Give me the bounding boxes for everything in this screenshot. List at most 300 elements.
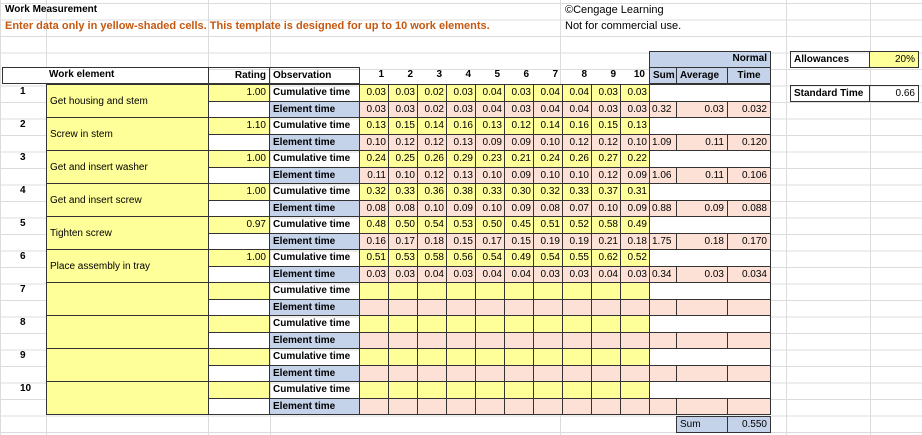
normal-time-value: 0.106 xyxy=(727,167,771,185)
row-number: 4 xyxy=(20,185,26,196)
element-time-value: 0.11 xyxy=(359,167,389,185)
element-time-value: 0.10 xyxy=(620,134,650,152)
element-time-value: 0.03 xyxy=(359,266,389,284)
cumulative-time-input[interactable] xyxy=(620,315,650,333)
cumulative-time-input[interactable]: 0.37 xyxy=(591,183,621,201)
cumulative-time-input[interactable]: 0.26 xyxy=(562,150,592,168)
cumulative-time-input[interactable]: 0.03 xyxy=(388,84,418,102)
element-time-value: 0.12 xyxy=(591,134,621,152)
sum-value xyxy=(649,332,677,350)
element-time-value: 0.19 xyxy=(533,233,563,251)
cumulative-time-input[interactable]: 0.22 xyxy=(620,150,650,168)
element-time-value: 0.10 xyxy=(591,200,621,218)
work-element-name-input[interactable]: Get and insert screw xyxy=(46,183,209,217)
cumulative-time-input[interactable]: 0.33 xyxy=(562,183,592,201)
rating-input[interactable]: 1.10 xyxy=(208,117,270,135)
summary-blank-cell xyxy=(649,84,771,102)
element-time-value: 0.03 xyxy=(562,266,592,284)
work-element-name-input[interactable] xyxy=(46,282,209,316)
element-time-value xyxy=(446,365,476,383)
normal-time-value: 0.170 xyxy=(727,233,771,251)
element-time-value: 0.13 xyxy=(446,134,476,152)
cumulative-time-input[interactable]: 0.32 xyxy=(533,183,563,201)
element-time-value: 0.12 xyxy=(417,134,447,152)
element-time-value xyxy=(417,332,447,350)
row-number: 1 xyxy=(20,86,26,97)
element-time-value: 0.04 xyxy=(475,266,505,284)
element-time-value: 0.09 xyxy=(504,167,534,185)
element-time-value xyxy=(504,365,534,383)
cumulative-time-input[interactable]: 0.03 xyxy=(591,84,621,102)
cumulative-time-label: Cumulative time xyxy=(269,381,360,399)
cumulative-time-input[interactable]: 0.15 xyxy=(388,117,418,135)
license-text: Not for commercial use. xyxy=(565,20,682,32)
normal-time-value: 0.034 xyxy=(727,266,771,284)
cumulative-time-input[interactable] xyxy=(417,348,447,366)
rating-blank-cell xyxy=(208,365,270,383)
cumulative-time-input[interactable] xyxy=(388,348,418,366)
element-time-value: 0.21 xyxy=(591,233,621,251)
element-time-value: 0.10 xyxy=(475,167,505,185)
cumulative-time-input[interactable] xyxy=(475,381,505,399)
work-element-name-input[interactable]: Tighten screw xyxy=(46,216,209,250)
cumulative-time-input[interactable] xyxy=(504,315,534,333)
element-time-value xyxy=(591,398,621,416)
average-value xyxy=(676,398,728,416)
element-time-value: 0.08 xyxy=(533,200,563,218)
element-time-value xyxy=(388,365,418,383)
average-value: 0.09 xyxy=(676,200,728,218)
cumulative-time-input[interactable]: 0.30 xyxy=(504,183,534,201)
cumulative-time-input[interactable] xyxy=(591,348,621,366)
work-element-name-input[interactable]: Get and insert washer xyxy=(46,150,209,184)
normal-time-value: 0.032 xyxy=(727,101,771,119)
cumulative-time-input[interactable]: 0.13 xyxy=(620,117,650,135)
element-time-value: 0.19 xyxy=(562,233,592,251)
normal-header: Normal xyxy=(732,53,767,64)
cumulative-time-input[interactable]: 0.14 xyxy=(417,117,447,135)
cumulative-time-input[interactable]: 0.25 xyxy=(388,150,418,168)
element-time-value: 0.03 xyxy=(446,101,476,119)
rating-input[interactable]: 1.00 xyxy=(208,84,270,102)
rating-blank-cell xyxy=(208,134,270,152)
cumulative-time-input[interactable]: 0.53 xyxy=(446,216,476,234)
element-time-value: 0.07 xyxy=(562,200,592,218)
time-header: Time xyxy=(727,67,771,84)
observation-number: 7 xyxy=(552,69,558,80)
rating-blank-cell xyxy=(208,233,270,251)
normal-time-value xyxy=(727,332,771,350)
work-element-name-input[interactable]: Screw in stem xyxy=(46,117,209,151)
cumulative-time-input[interactable]: 0.53 xyxy=(388,249,418,267)
cumulative-time-input[interactable] xyxy=(388,315,418,333)
cumulative-time-input[interactable] xyxy=(533,315,563,333)
cumulative-time-input[interactable]: 0.54 xyxy=(533,249,563,267)
cumulative-time-input[interactable]: 0.32 xyxy=(359,183,389,201)
observation-number: 9 xyxy=(610,69,616,80)
cumulative-time-input[interactable] xyxy=(562,381,592,399)
element-time-label: Element time xyxy=(269,134,360,152)
cumulative-time-input[interactable]: 0.24 xyxy=(359,150,389,168)
normal-time-value xyxy=(727,398,771,416)
element-time-value xyxy=(446,332,476,350)
cumulative-time-input[interactable]: 0.62 xyxy=(591,249,621,267)
observation-number: 8 xyxy=(581,69,587,80)
sum-value xyxy=(649,299,677,317)
cumulative-time-input[interactable]: 0.12 xyxy=(504,117,534,135)
element-time-value: 0.08 xyxy=(359,200,389,218)
cumulative-time-input[interactable] xyxy=(359,381,389,399)
cumulative-time-input[interactable] xyxy=(388,282,418,300)
cumulative-time-input[interactable]: 0.54 xyxy=(417,216,447,234)
cumulative-time-input[interactable]: 0.52 xyxy=(620,249,650,267)
summary-blank-cell xyxy=(649,282,771,300)
cumulative-time-input[interactable]: 0.16 xyxy=(446,117,476,135)
element-time-label: Element time xyxy=(269,299,360,317)
sum-value: 1.09 xyxy=(649,134,677,152)
cumulative-time-input[interactable] xyxy=(446,381,476,399)
element-time-value xyxy=(388,332,418,350)
element-time-value: 0.09 xyxy=(446,200,476,218)
rating-input[interactable]: 0.97 xyxy=(208,216,270,234)
cumulative-time-input[interactable]: 0.24 xyxy=(533,150,563,168)
sum-value: 0.34 xyxy=(649,266,677,284)
rating-blank-cell xyxy=(208,332,270,350)
summary-blank-cell xyxy=(649,381,771,399)
cumulative-time-input[interactable] xyxy=(475,282,505,300)
cumulative-time-input[interactable]: 0.51 xyxy=(533,216,563,234)
element-time-value xyxy=(562,398,592,416)
element-time-value: 0.03 xyxy=(620,101,650,119)
element-time-value xyxy=(620,332,650,350)
average-value: 0.03 xyxy=(676,101,728,119)
element-time-value xyxy=(359,365,389,383)
sum-footer-label: Sum xyxy=(676,416,728,433)
element-time-value: 0.09 xyxy=(620,200,650,218)
element-time-value: 0.08 xyxy=(388,200,418,218)
element-time-value xyxy=(417,365,447,383)
row-number: 5 xyxy=(20,218,26,229)
rating-input[interactable] xyxy=(208,315,270,333)
cumulative-time-input[interactable]: 0.26 xyxy=(417,150,447,168)
row-number: 7 xyxy=(20,284,26,295)
summary-blank-cell xyxy=(649,348,771,366)
cumulative-time-input[interactable]: 0.48 xyxy=(359,216,389,234)
cumulative-time-input[interactable]: 0.27 xyxy=(591,150,621,168)
cumulative-time-input[interactable]: 0.04 xyxy=(475,84,505,102)
element-time-value: 0.12 xyxy=(417,167,447,185)
element-time-value xyxy=(620,299,650,317)
cumulative-time-input[interactable] xyxy=(417,282,447,300)
cumulative-time-input[interactable] xyxy=(562,348,592,366)
element-time-value xyxy=(475,398,505,416)
standard-time-label: Standard Time xyxy=(790,85,870,102)
normal-time-value xyxy=(727,365,771,383)
cumulative-time-input[interactable]: 0.56 xyxy=(446,249,476,267)
normal-time-value xyxy=(727,299,771,317)
cumulative-time-input[interactable]: 0.16 xyxy=(562,117,592,135)
cumulative-time-input[interactable]: 0.21 xyxy=(504,150,534,168)
cumulative-time-input[interactable] xyxy=(591,315,621,333)
rating-input[interactable] xyxy=(208,282,270,300)
sum-footer-value: 0.550 xyxy=(727,416,771,433)
element-time-value: 0.13 xyxy=(446,167,476,185)
element-time-value: 0.03 xyxy=(388,101,418,119)
element-time-value xyxy=(620,365,650,383)
element-time-value: 0.18 xyxy=(417,233,447,251)
element-time-value: 0.17 xyxy=(388,233,418,251)
cumulative-time-input[interactable] xyxy=(533,348,563,366)
observation-number: 6 xyxy=(523,69,529,80)
element-time-label: Element time xyxy=(269,167,360,185)
sum-header: Sum xyxy=(649,67,677,84)
element-time-value xyxy=(475,365,505,383)
cumulative-time-input[interactable] xyxy=(562,315,592,333)
sum-value xyxy=(649,365,677,383)
element-time-value: 0.15 xyxy=(446,233,476,251)
average-value xyxy=(676,299,728,317)
observation-number: 2 xyxy=(407,69,413,80)
sum-value: 0.88 xyxy=(649,200,677,218)
cumulative-time-label: Cumulative time xyxy=(269,315,360,333)
cumulative-time-input[interactable]: 0.55 xyxy=(562,249,592,267)
normal-time-value: 0.120 xyxy=(727,134,771,152)
cumulative-time-label: Cumulative time xyxy=(269,216,360,234)
cumulative-time-input[interactable]: 0.58 xyxy=(417,249,447,267)
rating-input[interactable] xyxy=(208,348,270,366)
element-time-value xyxy=(562,365,592,383)
gridline xyxy=(786,0,787,435)
element-time-value xyxy=(359,332,389,350)
row-number: 10 xyxy=(20,383,32,394)
work-element-name-input[interactable] xyxy=(46,381,209,415)
sum-value: 1.06 xyxy=(649,167,677,185)
element-time-value: 0.03 xyxy=(591,101,621,119)
cumulative-time-input[interactable]: 0.33 xyxy=(475,183,505,201)
rating-input[interactable]: 1.00 xyxy=(208,183,270,201)
work-element-name-input[interactable] xyxy=(46,315,209,349)
cumulative-time-input[interactable] xyxy=(417,315,447,333)
cumulative-time-input[interactable]: 0.04 xyxy=(562,84,592,102)
average-header: Average xyxy=(676,67,728,84)
cumulative-time-input[interactable] xyxy=(562,282,592,300)
observation-number: 4 xyxy=(465,69,471,80)
cumulative-time-input[interactable]: 0.33 xyxy=(388,183,418,201)
cumulative-time-input[interactable] xyxy=(591,381,621,399)
cumulative-time-input[interactable]: 0.50 xyxy=(388,216,418,234)
element-time-value: 0.10 xyxy=(533,167,563,185)
cumulative-time-input[interactable] xyxy=(533,381,563,399)
cumulative-time-label: Cumulative time xyxy=(269,183,360,201)
element-time-value: 0.10 xyxy=(359,134,389,152)
rating-input[interactable]: 1.00 xyxy=(208,249,270,267)
element-time-value: 0.03 xyxy=(620,266,650,284)
work-element-name-input[interactable]: Place assembly in tray xyxy=(46,249,209,283)
row-number: 8 xyxy=(20,317,26,328)
cumulative-time-input[interactable]: 0.13 xyxy=(359,117,389,135)
element-time-value xyxy=(446,299,476,317)
instruction-text: Enter data only in yellow-shaded cells. This template is designed for up to 10 work elements. xyxy=(5,20,490,32)
cumulative-time-input[interactable] xyxy=(359,348,389,366)
cumulative-time-input[interactable] xyxy=(620,348,650,366)
cumulative-time-input[interactable]: 0.03 xyxy=(504,84,534,102)
summary-blank-cell xyxy=(649,315,771,333)
row-number: 6 xyxy=(20,251,26,262)
cumulative-time-input[interactable] xyxy=(446,282,476,300)
cumulative-time-input[interactable] xyxy=(504,381,534,399)
average-value: 0.11 xyxy=(676,134,728,152)
cumulative-time-input[interactable]: 0.23 xyxy=(475,150,505,168)
element-time-value: 0.09 xyxy=(504,200,534,218)
average-value: 0.18 xyxy=(676,233,728,251)
element-time-value: 0.12 xyxy=(591,167,621,185)
cumulative-time-input[interactable] xyxy=(591,282,621,300)
cumulative-time-input[interactable]: 0.03 xyxy=(359,84,389,102)
element-time-value xyxy=(533,365,563,383)
element-time-label: Element time xyxy=(269,101,360,119)
summary-blank-cell xyxy=(649,183,771,201)
average-value xyxy=(676,332,728,350)
summary-blank-cell xyxy=(649,249,771,267)
element-time-value xyxy=(417,299,447,317)
standard-time-value: 0.66 xyxy=(869,85,919,102)
element-time-value xyxy=(533,299,563,317)
row-number: 3 xyxy=(20,152,26,163)
cumulative-time-input[interactable]: 0.31 xyxy=(620,183,650,201)
cumulative-time-label: Cumulative time xyxy=(269,282,360,300)
element-time-value: 0.03 xyxy=(533,266,563,284)
cumulative-time-input[interactable] xyxy=(504,282,534,300)
cumulative-time-input[interactable]: 0.36 xyxy=(417,183,447,201)
cumulative-time-input[interactable] xyxy=(533,282,563,300)
cumulative-time-input[interactable] xyxy=(620,282,650,300)
cumulative-time-input[interactable]: 0.58 xyxy=(591,216,621,234)
cumulative-time-input[interactable] xyxy=(504,348,534,366)
element-time-value: 0.17 xyxy=(475,233,505,251)
average-value: 0.03 xyxy=(676,266,728,284)
cumulative-time-label: Cumulative time xyxy=(269,150,360,168)
cumulative-time-input[interactable] xyxy=(359,282,389,300)
cumulative-time-input[interactable]: 0.13 xyxy=(475,117,505,135)
sum-value: 0.32 xyxy=(649,101,677,119)
element-time-value: 0.09 xyxy=(620,167,650,185)
element-time-value: 0.04 xyxy=(591,266,621,284)
cumulative-time-input[interactable]: 0.49 xyxy=(620,216,650,234)
cumulative-time-input[interactable]: 0.29 xyxy=(446,150,476,168)
cumulative-time-input[interactable] xyxy=(620,381,650,399)
cumulative-time-label: Cumulative time xyxy=(269,117,360,135)
row-number: 9 xyxy=(20,350,26,361)
element-time-value: 0.04 xyxy=(417,266,447,284)
cumulative-time-input[interactable]: 0.50 xyxy=(475,216,505,234)
element-time-value: 0.03 xyxy=(359,101,389,119)
cumulative-time-input[interactable]: 0.14 xyxy=(533,117,563,135)
cumulative-time-input[interactable]: 0.52 xyxy=(562,216,592,234)
rating-blank-cell xyxy=(208,266,270,284)
element-time-value: 0.02 xyxy=(417,101,447,119)
cumulative-time-input[interactable]: 0.04 xyxy=(533,84,563,102)
element-time-label: Element time xyxy=(269,365,360,383)
cumulative-time-input[interactable] xyxy=(359,315,389,333)
cumulative-time-label: Cumulative time xyxy=(269,348,360,366)
rating-blank-cell xyxy=(208,101,270,119)
cumulative-time-input[interactable] xyxy=(446,315,476,333)
rating-blank-cell xyxy=(208,167,270,185)
copyright-text: ©Cengage Learning xyxy=(565,4,664,16)
cumulative-time-input[interactable]: 0.51 xyxy=(359,249,389,267)
cumulative-time-label: Cumulative time xyxy=(269,249,360,267)
element-time-value: 0.16 xyxy=(359,233,389,251)
allowances-input[interactable]: 20% xyxy=(869,51,919,68)
work-element-name-input[interactable] xyxy=(46,348,209,382)
summary-blank-cell xyxy=(649,216,771,234)
element-time-value: 0.03 xyxy=(388,266,418,284)
observation-number: 1 xyxy=(378,69,384,80)
cumulative-time-input[interactable] xyxy=(446,348,476,366)
cumulative-time-input[interactable]: 0.03 xyxy=(446,84,476,102)
element-time-value: 0.09 xyxy=(475,134,505,152)
element-time-value: 0.12 xyxy=(388,134,418,152)
cumulative-time-input[interactable]: 0.15 xyxy=(591,117,621,135)
element-time-value: 0.12 xyxy=(562,134,592,152)
cumulative-time-input[interactable]: 0.45 xyxy=(504,216,534,234)
rating-input[interactable] xyxy=(208,381,270,399)
allowances-label: Allowances xyxy=(790,51,870,68)
element-time-value xyxy=(417,398,447,416)
cumulative-time-input[interactable]: 0.03 xyxy=(620,84,650,102)
sum-value xyxy=(649,398,677,416)
rating-blank-cell xyxy=(208,200,270,218)
cumulative-time-input[interactable]: 0.02 xyxy=(417,84,447,102)
work-element-name-input[interactable]: Get housing and stem xyxy=(46,84,209,118)
sheet-title: Work Measurement xyxy=(5,4,98,15)
element-time-value: 0.10 xyxy=(388,167,418,185)
cumulative-time-input[interactable] xyxy=(417,381,447,399)
sum-value: 1.75 xyxy=(649,233,677,251)
rating-header: Rating xyxy=(208,67,270,84)
element-time-value: 0.03 xyxy=(504,101,534,119)
cumulative-time-input[interactable] xyxy=(475,315,505,333)
rating-blank-cell xyxy=(208,398,270,416)
element-time-value: 0.10 xyxy=(562,167,592,185)
cumulative-time-input[interactable]: 0.38 xyxy=(446,183,476,201)
element-time-value xyxy=(475,332,505,350)
element-time-value xyxy=(446,398,476,416)
observation-number: 5 xyxy=(494,69,500,80)
rating-input[interactable]: 1.00 xyxy=(208,150,270,168)
element-time-value xyxy=(620,398,650,416)
element-time-value xyxy=(562,299,592,317)
element-time-value: 0.03 xyxy=(446,266,476,284)
element-time-value xyxy=(504,332,534,350)
element-time-value xyxy=(388,398,418,416)
element-time-label: Element time xyxy=(269,398,360,416)
element-time-value xyxy=(504,299,534,317)
element-time-value xyxy=(475,299,505,317)
summary-blank-cell xyxy=(649,117,771,135)
average-value: 0.11 xyxy=(676,167,728,185)
element-time-value: 0.18 xyxy=(620,233,650,251)
summary-blank-cell xyxy=(649,150,771,168)
element-time-value xyxy=(533,398,563,416)
cumulative-time-input[interactable]: 0.49 xyxy=(504,249,534,267)
cumulative-time-input[interactable]: 0.54 xyxy=(475,249,505,267)
row-number: 2 xyxy=(20,119,26,130)
cumulative-time-input[interactable] xyxy=(388,381,418,399)
cumulative-time-input[interactable] xyxy=(475,348,505,366)
observation-number: 3 xyxy=(436,69,442,80)
observation-number: 10 xyxy=(633,69,645,80)
